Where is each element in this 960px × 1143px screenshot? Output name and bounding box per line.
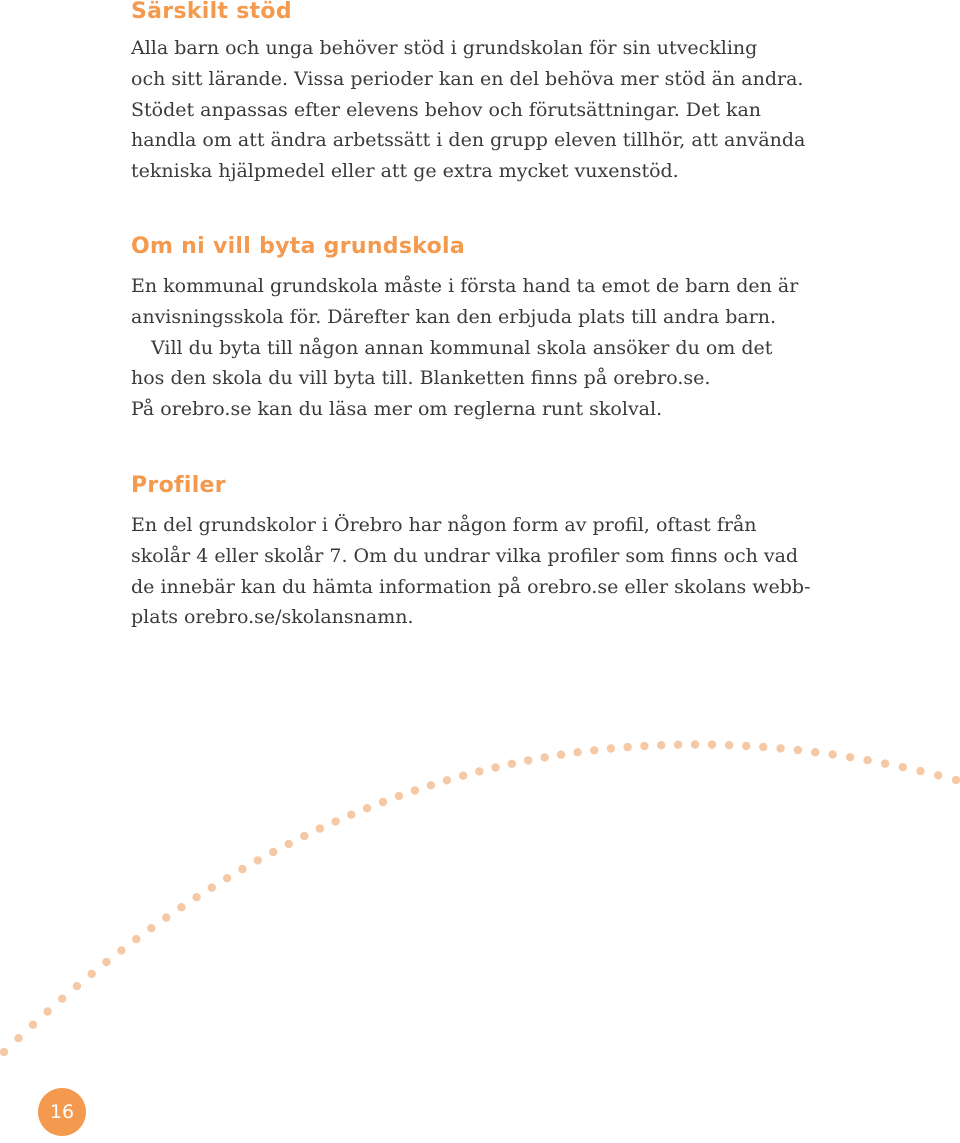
arc-dot	[395, 792, 403, 800]
body-line: Alla barn och unga behöver stöd i grundskolan för sin utveckling	[131, 37, 758, 59]
arc-dot	[331, 817, 339, 825]
section-heading: Om ni vill byta grundskola	[131, 234, 465, 259]
arc-dot	[117, 946, 125, 954]
page-number-badge: 16	[38, 1088, 86, 1136]
arc-dot	[238, 865, 246, 873]
section-sarskilt-stod	[131, 0, 941, 187]
body-line: de innebär kan du hämta information på orebro.se eller skolans webb-	[131, 575, 811, 598]
arc-dot	[0, 1048, 8, 1056]
body-line: anvisningsskola för. Därefter kan den erbjuda plats till andra barn.	[131, 305, 777, 328]
arc-dot	[58, 995, 66, 1003]
arc-dot	[828, 750, 836, 758]
arc-dot	[459, 772, 467, 780]
arc-dot	[14, 1034, 22, 1042]
arc-dot	[379, 798, 387, 806]
arc-dot	[708, 740, 716, 748]
arc-dot	[508, 760, 516, 768]
body-line: handla om att ändra arbetssätt i den grupp eleven tillhör, att använda	[131, 129, 806, 152]
body-line: En kommunal grundskola måste i första hand ta emot de barn den är	[131, 275, 799, 297]
arc-dot	[916, 767, 924, 775]
arc-dot	[254, 856, 262, 864]
section-heading: Profiler	[131, 473, 226, 498]
body-line: På orebro.se kan du läsa mer om reglerna runt skolval.	[131, 398, 663, 421]
arc-dot	[73, 982, 81, 990]
arc-dot	[192, 893, 200, 901]
arc-dot	[952, 776, 960, 784]
arc-dot	[607, 744, 615, 752]
arc-dot	[147, 924, 155, 932]
arc-dot	[411, 786, 419, 794]
arc-dot	[363, 804, 371, 812]
arc-dot	[557, 751, 565, 759]
arc-dot	[177, 903, 185, 911]
arc-dot	[863, 756, 871, 764]
arc-dot	[524, 756, 532, 764]
section-body	[131, 271, 941, 425]
arc-dot	[88, 970, 96, 978]
body-line: Stödet anpassas efter elevens behov och förutsättningar. Det kan	[131, 98, 762, 121]
body-line: och sitt lärande. Vissa perioder kan en del behöva mer stöd än andra.	[131, 67, 804, 90]
arc-dot	[776, 744, 784, 752]
body-line: tekniska hjälpmedel eller att ge extra mycket vuxenstöd.	[131, 160, 679, 183]
arc-dot	[674, 741, 682, 749]
arc-dot	[132, 935, 140, 943]
body-line: skolår 4 eller skolår 7. Om du undrar vilka profiler som finns och vad	[131, 544, 799, 567]
arc-dot	[590, 746, 598, 754]
section-profiler	[131, 472, 941, 633]
arc-dot	[102, 958, 110, 966]
body-line: plats orebro.se/skolansnamn.	[131, 606, 414, 629]
arc-dot	[881, 759, 889, 767]
arc-dot	[623, 743, 631, 751]
arc-dot	[759, 743, 767, 751]
arc-dot	[540, 753, 548, 761]
arc-dot	[223, 874, 231, 882]
section-body	[131, 510, 941, 633]
arc-dot	[443, 776, 451, 784]
arc-dot	[725, 741, 733, 749]
arc-dot	[573, 748, 581, 756]
arc-dot	[29, 1020, 37, 1028]
arc-dot	[934, 771, 942, 779]
arc-dot	[657, 741, 665, 749]
arc-dot	[347, 811, 355, 819]
arc-dot	[285, 840, 293, 848]
arc-dot	[811, 748, 819, 756]
arc-dot	[475, 767, 483, 775]
section-body	[131, 33, 941, 187]
body-line-indented: Vill du byta till någon annan kommunal skola ansöker du om det	[151, 336, 773, 359]
arc-dot	[742, 742, 750, 750]
arc-dot	[162, 913, 170, 921]
arc-dot	[208, 883, 216, 891]
arc-dot	[300, 832, 308, 840]
arc-dot	[640, 742, 648, 750]
arc-dot	[491, 763, 499, 771]
arc-dot	[899, 763, 907, 771]
arc-dot	[43, 1007, 51, 1015]
arc-dot	[427, 781, 435, 789]
section-byta-grundskola	[131, 233, 941, 425]
arc-dot	[691, 740, 699, 748]
arc-dot	[316, 824, 324, 832]
body-line: hos den skola du vill byta till. Blanketten finns på orebro.se.	[131, 367, 711, 390]
body-line: En del grundskolor i Örebro har någon form av profil, oftast från	[131, 514, 757, 536]
arc-dot	[794, 746, 802, 754]
arc-dot	[846, 753, 854, 761]
section-heading: Särskilt stöd	[131, 0, 292, 24]
arc-dot	[269, 848, 277, 856]
